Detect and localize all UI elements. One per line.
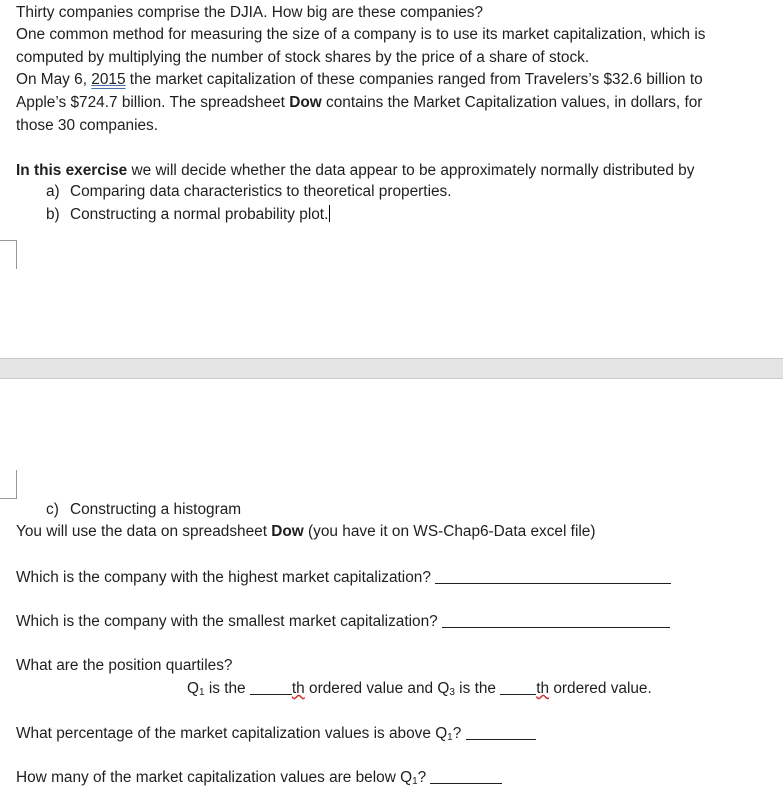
list-item-c[interactable]: c) Constructing a histogram — [46, 501, 242, 518]
question-quartiles-title[interactable]: What are the position quartiles? — [16, 657, 233, 674]
page-corner-mark-top — [0, 240, 17, 269]
question-highest[interactable]: Which is the company with the highest market capitalization? — [16, 568, 671, 588]
intro-line-3[interactable]: computed by multiplying the number of stock shares by the price of a share of stock. — [16, 49, 590, 66]
intro-line-1[interactable]: Thirty companies comprise the DJIA. How big are these companies? — [16, 4, 484, 21]
question-above-q1[interactable]: What percentage of the market capitalization values is above $Q_1$? — [16, 724, 536, 748]
data-note[interactable]: You will use the data on spreadsheet Dow (you have it on WS-Chap6-Data excel file) — [16, 523, 596, 540]
answer-blank-smallest[interactable] — [442, 612, 670, 628]
intro-line-6[interactable]: those 30 companies. — [16, 117, 159, 134]
list-item-a[interactable]: a) Comparing data characteristics to theoretical properties. — [46, 183, 452, 200]
text-cursor — [329, 205, 330, 222]
answer-blank-q1-position[interactable] — [250, 679, 292, 695]
intro-line-5[interactable]: Apple’s $724.7 billion. The spreadsheet Dow contains the Market Capitalization values, in dollars, for — [16, 94, 703, 111]
question-below-q1[interactable]: How many of the market capitalization values are below $Q_1$? — [16, 768, 502, 792]
intro-line-2[interactable]: One common method for measuring the size of a company is to use its market capitalization, which is — [16, 26, 706, 43]
intro-line-4[interactable]: On May 6, 2015 the market capitalization of these companies ranged from Travelers’s $32.6 billion to — [16, 71, 703, 88]
list-item-b[interactable]: b) Constructing a normal probability plot. — [46, 206, 329, 223]
answer-blank-below-q1[interactable] — [430, 768, 502, 784]
answer-blank-above-q1[interactable] — [466, 724, 536, 740]
answer-blank-q3-position[interactable] — [500, 679, 536, 695]
page-break-gap — [0, 358, 783, 379]
exercise-lead[interactable]: In this exercise we will decide whether the data appear to be approximately normally distributed by — [16, 162, 695, 179]
question-smallest[interactable]: Which is the company with the smallest market capitalization? — [16, 612, 670, 632]
page-corner-mark-bottom — [0, 470, 17, 499]
answer-blank-highest[interactable] — [435, 568, 671, 584]
question-quartiles-detail[interactable]: $Q_1$ is the th ordered value and $Q_3$ is the th ordered value. — [187, 680, 652, 698]
date-year: 2015 — [91, 71, 126, 88]
